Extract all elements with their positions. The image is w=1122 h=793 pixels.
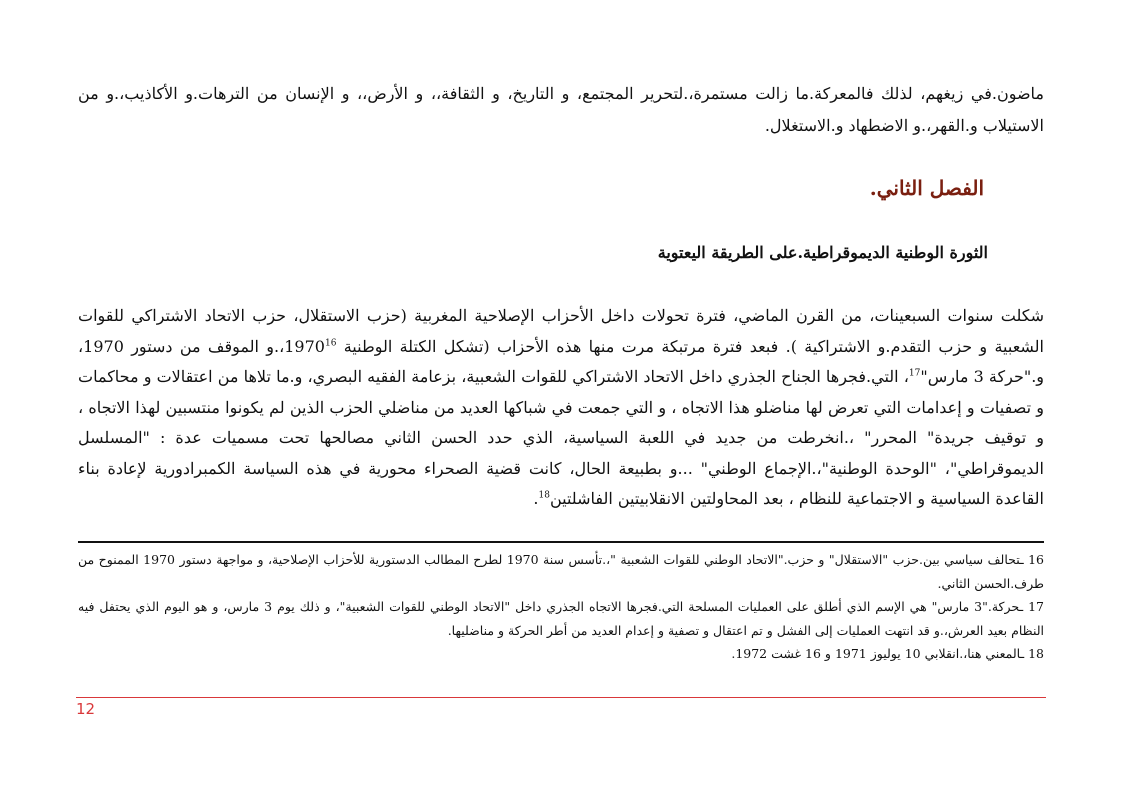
body-text-part3: ، التي.فجرها الجناح الجذري داخل الاتحاد الاشتراكي للقوات الشعبية، بزعامة الفقيه البصري، و.ما تلاها من اعتقالات و محاكمات و تصفيات و إعدامات التي تعرض لها مناضلو هذا الاتجاه ، و التي جمعت في شباكها العديد من مناضلي الحزب الذين لم يكونوا منتسبين لهذا الاتجاه ، و توقيف جريدة" المحرر" ،.انخرطت من جديد في اللعبة السياسية، الذي حدد الحسن الثاني مصالحها تحت مسميات عدة : "المسلسل الديموقراطي"، "الوحدة الوطنية"،.الإجماع الوطني" ...و بطبيعة الحال، كانت قضية الصحراء محورية في هذه السياسة الكمبرادورية لإعادة بناء القاعدة السياسية و الاجتماعية للنظام ، بعد المحاولتين الانقلابيتين الفاشلتين xyxy=(78,367,1044,508)
footer-rule xyxy=(76,697,1046,698)
footnote-ref-16[interactable]: 16 xyxy=(324,338,337,349)
footnote-16: 16 ـتحالف سياسي بين.حزب "الاستقلال" و حزب."الاتحاد الوطني للقوات الشعبية "،.تأسس سنة 1970 لطرح المطالب الدستورية للأحزاب الإصلاحية، و مواجهة دستور 1970 الممنوح من طرف.الحسن الثاني. xyxy=(78,552,1044,591)
footnote-17: 17 ـحركة."3 مارس" هي الإسم الذي أطلق على العمليات المسلحة التي.فجرها الاتجاه الجذري داخل "الاتحاد الوطني للقوات الشعبية"، و ذلك يوم 3 مارس، و هو اليوم الذي يحتفل فيه النظام بعيد العرش،.و قد انتهت العمليات إلى الفشل و تم اعتقال و تصفية و إعدام العديد من أطر الحركة و مناضليها. xyxy=(78,599,1045,638)
chapter-title: الفصل الثاني. xyxy=(869,176,984,200)
footnote-separator xyxy=(78,541,1044,543)
body-text-part2: ،.و الموقف من دستور 1970، و."حركة 3 مارس" xyxy=(78,336,1045,386)
intro-paragraph xyxy=(78,78,1044,142)
body-text-part4: . xyxy=(533,489,539,508)
page-number: 12 xyxy=(76,700,96,718)
footnotes xyxy=(78,548,1044,666)
section-title: الثورة الوطنية الديموقراطية.على الطريقة اليعتوية xyxy=(657,243,988,262)
footnote-18: 18 ـالمعني هنا،.انقلابي 10 يوليوز 1971 و 16 غشت 1972. xyxy=(731,646,1044,661)
body-text xyxy=(78,301,1044,515)
footnote-ref-17[interactable]: 17 xyxy=(908,368,921,379)
body-paragraph xyxy=(78,301,1044,515)
body-text-part1: شكلت سنوات السبعينات، من القرن الماضي، فترة تحولات داخل الأحزاب الإصلاحية المغربية (حزب الاستقلال، حزب الاتحاد الاشتراكي للقوات الشعبية و حزب التقدم.و الاشتراكية ). فبعد فترة مرتبكة مرت منها هذه الأحزاب (تشكل الكتلة الوطنية 1970 xyxy=(78,306,1045,356)
intro-text: ماضون.في زيغهم، لذلك فالمعركة.ما زالت مستمرة،.لتحرير المجتمع، و التاريخ، و الثقافة،، و الأرض،، و الإنسان من الترهات.و الأكاذيب،.و من الاستيلاب و.القهر،.و الاضطهاد و.الاستغلال. xyxy=(78,84,1044,135)
footnote-ref-18[interactable]: 18 xyxy=(538,490,550,501)
